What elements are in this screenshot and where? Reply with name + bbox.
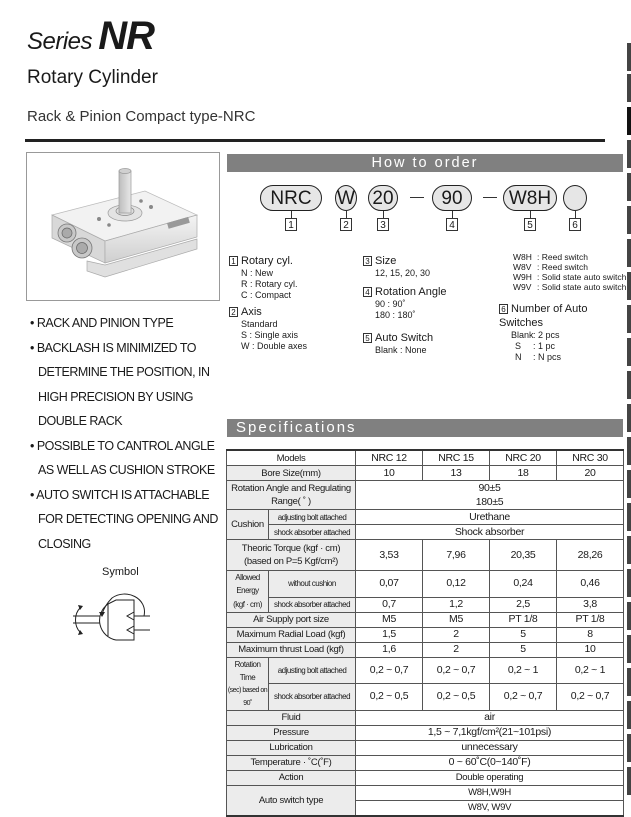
table-cell: 90±5 [356,481,624,496]
table-cell: 1,5 [356,627,423,642]
option-item: 90 : 90˚ [375,299,406,309]
table-cell: 2 [423,642,490,657]
symbol-label: Symbol [102,566,139,578]
section-title: Size [375,255,397,267]
order-code-number: 2 [340,218,352,231]
model-header: NRC 30 [557,450,624,466]
table-row [227,657,624,684]
feature-list [30,311,225,556]
table-row [227,684,624,711]
switch-type-item: W8V : Reed switch [513,262,589,272]
row-label: Theoric Torque (kgf · cm) (based on P=5 Kgf/cm²) [227,540,356,571]
rotary-actuator-symbol-icon [70,590,160,650]
table-row [227,740,624,755]
table-row [227,627,624,642]
table-cell: 2 [423,627,490,642]
order-code-dash [483,197,497,198]
feature-item: • BACKLASH IS MINIMIZED TO DETERMINE THE POSITION, IN HIGH PRECISION BY USING DOUBLE RACK [30,340,210,428]
option-item: Blank : None [375,345,427,355]
table-cell: 1,6 [356,642,423,657]
switch-type-item: W9V : Solid state auto switch [513,282,627,292]
order-code-part: 20 [368,185,398,211]
how-to-order-header: How to order [227,154,623,172]
model-header: NRC 20 [490,450,557,466]
table-row [227,755,624,770]
row-label: Cushion [227,510,269,540]
feature-item: • RACK AND PINION TYPE [30,316,174,330]
table-cell: 0,7 [356,597,423,612]
table-row [227,525,624,540]
table-cell: 0,2 ~ 1 [557,657,624,684]
table-cell: Double operating [356,770,624,785]
order-code-part: W [335,185,357,211]
table-row [227,540,624,571]
order-code-dash [410,197,424,198]
row-label: Auto switch type [227,785,356,816]
table-cell: 0,2 ~ 0,7 [356,657,423,684]
option-item: C : Compact [241,290,292,300]
option-item: W : Double axes [241,341,308,351]
option-item: N : N pcs [515,352,562,362]
table-cell: PT 1/8 [557,612,624,627]
order-section-switch-count: 6 Number of Auto Switches Blank: 2 pcs S : 1 pc N : N pcs [499,302,631,363]
row-sublabel: shock absorber attached [269,597,356,612]
table-cell: 3,53 [356,540,423,571]
table-cell: 0,2 ~ 0,5 [356,684,423,711]
table-cell: 0,24 [490,571,557,598]
row-label: Pressure [227,725,356,740]
table-row [227,481,624,496]
table-cell: air [356,710,624,725]
feature-item: • POSSIBLE TO CANTROL ANGLE AS WELL AS CUSHION STROKE [30,438,215,477]
table-row [227,571,624,598]
table-cell: 20 [557,466,624,481]
table-cell: 20,35 [490,540,557,571]
product-image [26,152,220,301]
row-sublabel: adjusting bolt attached [269,657,356,684]
section-title: Axis [241,306,262,318]
section-title: Rotation Angle [375,286,447,298]
row-sublabel: shock absorber attached [269,525,356,540]
row-label: (sec) based on 90˚ [227,684,269,711]
table-cell: 8 [557,627,624,642]
table-cell: 0,07 [356,571,423,598]
table-cell: 2,5 [490,597,557,612]
order-code-part: NRC [260,185,322,211]
option-item: S : 1 pc [515,341,556,351]
edge-tab-strip [627,43,631,803]
table-row [227,710,624,725]
order-code-part [563,185,587,211]
option-item: Standard [241,319,278,329]
table-cell: 10 [557,642,624,657]
order-code-number: 6 [569,218,581,231]
table-cell: 5 [490,642,557,657]
option-item: R : Rotary cyl. [241,279,298,289]
switch-type-item: W9H : Solid state auto switch [513,272,627,282]
rotary-cylinder-illustration [27,153,219,300]
specifications-table [226,449,624,817]
row-label: Action [227,770,356,785]
model-header: NRC 15 [423,450,490,466]
series-word: Series [27,28,93,55]
table-cell: 0,2 ~ 0,7 [490,684,557,711]
order-code-part: 90 [432,185,472,211]
table-cell: 0,46 [557,571,624,598]
table-cell: 10 [356,466,423,481]
table-cell: M5 [423,612,490,627]
page-tagline: Rack & Pinion Compact type-NRC [27,108,256,125]
specifications-header: Specifications [227,419,623,437]
row-label: Rotation Time [227,657,269,684]
feature-item: • AUTO SWITCH IS ATTACHABLE FOR DETECTING OPENING AND CLOSING [30,487,218,551]
table-row [227,450,624,466]
table-row [227,612,624,627]
row-label: Fluid [227,710,356,725]
page-subtitle: Rotary Cylinder [27,67,158,88]
table-cell: 28,26 [557,540,624,571]
option-item: 180 : 180˚ [375,310,416,320]
row-label: (kgf · cm) [227,597,269,612]
order-section-angle: 4 Rotation Angle 90 : 90˚ 180 : 180˚ [363,285,447,321]
order-section-rotary: 1 Rotary cyl. N : New R : Rotary cyl. C : Compact [229,254,298,301]
table-cell: W8V, W9V [356,800,624,816]
table-cell: Shock absorber [356,525,624,540]
order-section-auto-switch: 5 Auto Switch Blank : None [363,331,433,356]
model-header: NRC 12 [356,450,423,466]
table-cell: Urethane [356,510,624,525]
table-cell: 13 [423,466,490,481]
table-cell: 0,12 [423,571,490,598]
order-code-diagram [260,185,620,245]
order-code-part: W8H [503,185,557,211]
table-cell: 0 ~ 60˚C(0~140˚F) [356,755,624,770]
option-item: 12, 15, 20, 30 [375,268,431,278]
row-label: Lubrication [227,740,356,755]
series-title [27,14,154,59]
table-cell: 1,5 ~ 7,1kgf/cm²(21~101psi) [356,725,624,740]
row-sublabel: shock absorber attached [269,684,356,711]
row-label: Bore Size(mm) [227,466,356,481]
table-cell: 3,8 [557,597,624,612]
row-sublabel: adjusting bolt attached [269,510,356,525]
row-label: Maximum thrust Load (kgf) [227,642,356,657]
table-cell: 5 [490,627,557,642]
table-row [227,770,624,785]
table-cell: 0,2 ~ 1 [490,657,557,684]
order-code-number: 4 [446,218,458,231]
table-cell: 0,2 ~ 0,7 [557,684,624,711]
table-row [227,510,624,525]
table-row [227,642,624,657]
table-cell: W8H,W9H [356,785,624,800]
order-section-size: 3 Size 12, 15, 20, 30 [363,254,430,279]
order-code-number: 3 [377,218,389,231]
row-sublabel: without cushion [269,571,356,598]
option-item: N : New [241,268,274,278]
row-label: Maximum Radial Load (kgf) [227,627,356,642]
section-title: Auto Switch [375,332,434,344]
table-row [227,466,624,481]
table-cell: 7,96 [423,540,490,571]
row-label: Allowed Energy [227,571,269,598]
option-item: Blank: 2 pcs [511,330,560,340]
table-header: Models [227,450,356,466]
row-label: Temperature · ˚C(˚F) [227,755,356,770]
table-cell: 180±5 [356,495,624,510]
row-label: Rotation Angle and Regulating Range( ˚ ) [227,481,356,510]
table-row [227,785,624,800]
table-cell: PT 1/8 [490,612,557,627]
order-code-number: 1 [285,218,297,231]
section-title: Number of Auto Switches [499,303,588,329]
table-cell: 0,2 ~ 0,5 [423,684,490,711]
order-code-number: 5 [524,218,536,231]
option-item: S : Single axis [241,330,299,340]
switch-type-list [513,252,626,292]
order-section-axis: 2 Axis Standard S : Single axis W : Double axes [229,305,307,352]
section-title: Rotary cyl. [241,255,293,267]
table-cell: 1,2 [423,597,490,612]
switch-type-item: W8H : Reed switch [513,252,589,262]
series-name: NR [98,14,154,58]
table-cell: unnecessary [356,740,624,755]
row-label: Air Supply port size [227,612,356,627]
table-cell: 0,2 ~ 0,7 [423,657,490,684]
header-divider [25,139,605,142]
table-row [227,725,624,740]
table-cell: M5 [356,612,423,627]
table-cell: 18 [490,466,557,481]
table-row [227,597,624,612]
